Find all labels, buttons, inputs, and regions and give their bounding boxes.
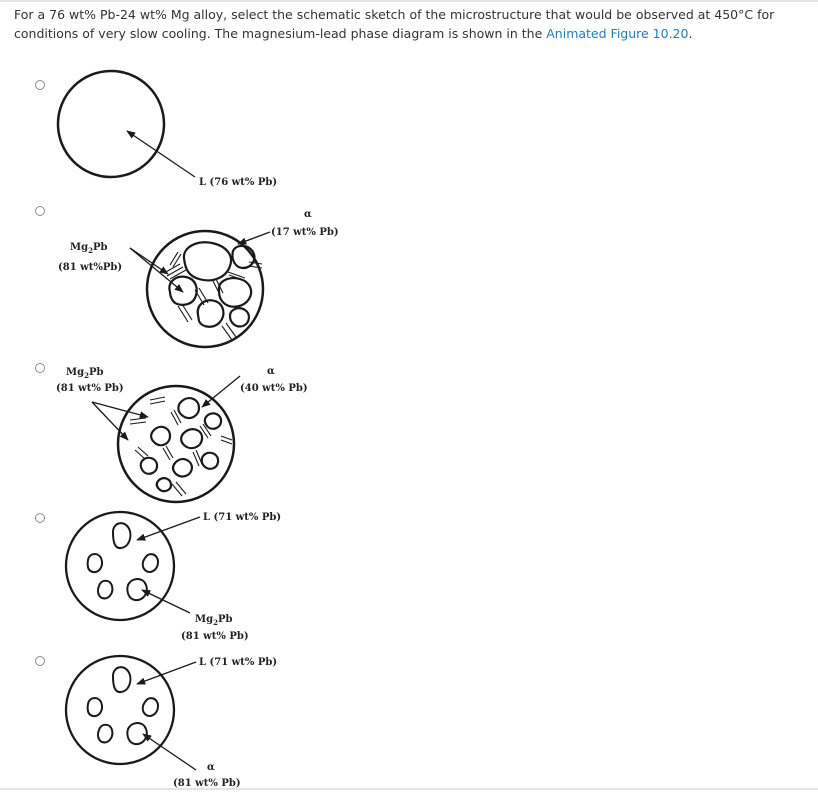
question-text: For a 76 wt% Pb-24 wt% Mg alloy, select the schematic sketch of the microstructure that would be observed at 450°C for conditions of very slow cooling. The magnesium-lead phase diagram is shown in the <box>14 7 775 41</box>
option-3-compound-mg: Mg <box>66 367 85 378</box>
option-2-alpha-composition: (17 wt% Pb) <box>271 227 339 238</box>
option-3-compound-pointer <box>92 402 148 417</box>
option-2-sketch[interactable] <box>58 209 339 347</box>
option-3-compound-subscript: 2 <box>84 371 89 380</box>
option-4-compound-particles <box>88 523 158 600</box>
option-2-alpha-pointer <box>238 232 270 244</box>
option-4-compound-label <box>195 614 232 627</box>
option-5-alpha-pointer <box>143 734 196 770</box>
option-3-sketch[interactable] <box>56 366 308 502</box>
option-4-compound-pb: Pb <box>217 614 233 625</box>
option-5-sketch[interactable] <box>66 656 277 789</box>
option-5-alpha-composition: (81 wt% Pb) <box>173 778 241 789</box>
animated-figure-link[interactable]: Animated Figure 10.20 <box>546 26 689 41</box>
option-2-compound-composition: (81 wt%Pb) <box>58 262 123 273</box>
option-1-sketch[interactable] <box>58 71 277 188</box>
option-2-alpha-blob <box>184 242 231 280</box>
option-4-compound-mg: Mg <box>195 614 214 625</box>
option-3-compound-label <box>66 367 103 380</box>
option-5-alpha-particles <box>88 667 158 744</box>
option-2-alpha-blob <box>230 308 249 326</box>
option-1-grain-circle <box>58 71 164 177</box>
option-4-liquid-label: L (71 wt% Pb) <box>203 512 282 523</box>
option-2-alpha-blob <box>198 300 224 326</box>
option-2-compound-label <box>70 242 107 255</box>
option-5-alpha-symbol: α <box>207 762 215 773</box>
question-suffix: . <box>688 26 693 41</box>
option-2-alpha-symbol: α <box>304 209 312 220</box>
option-2-alpha-blob <box>219 278 251 307</box>
option-5-liquid-label: L (71 wt% Pb) <box>199 657 278 668</box>
option-3-alpha-composition: (40 wt% Pb) <box>240 383 308 394</box>
option-2-compound-pointer <box>130 248 183 292</box>
option-3-compound-composition: (81 wt% Pb) <box>56 383 124 394</box>
option-4-compound-subscript: 2 <box>213 618 218 627</box>
option-3-alpha-pointer <box>202 376 240 407</box>
option-4-liquid-pointer <box>137 517 200 540</box>
option-3-eutectic-strips <box>130 397 232 496</box>
option-2-grain-circle <box>147 231 263 347</box>
option-3-compound-pb: Pb <box>88 367 104 378</box>
option-3-alpha-symbol: α <box>267 366 275 377</box>
option-2-compound-subscript: 2 <box>88 246 93 255</box>
option-2-alpha-blob <box>169 277 196 305</box>
option-2-compound-pb: Pb <box>92 242 108 253</box>
option-4-compound-composition: (81 wt% Pb) <box>181 631 249 642</box>
option-1-liquid-label: L (76 wt% Pb) <box>199 177 278 188</box>
option-4-sketch[interactable] <box>66 512 281 642</box>
option-2-alpha-blob <box>232 246 254 268</box>
option-3-alpha-blobs <box>141 398 221 491</box>
option-3-grain-circle <box>118 386 234 502</box>
option-2-compound-mg: Mg <box>70 242 89 253</box>
